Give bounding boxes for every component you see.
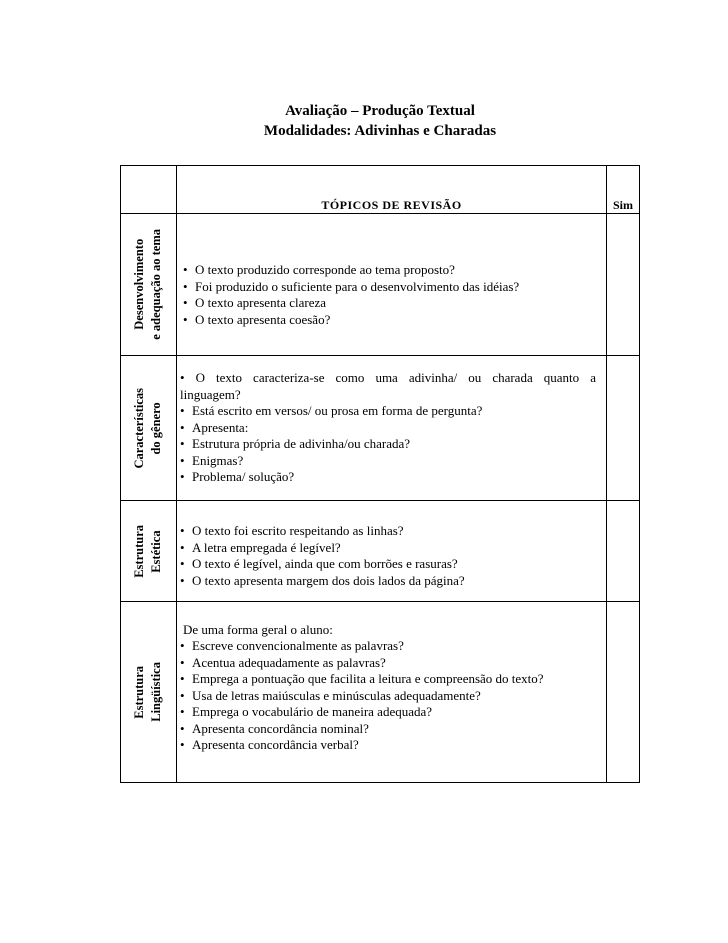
table-row-divider [120, 500, 640, 501]
section-label-line: Lingüística [149, 662, 163, 722]
list-item: • Foi produzido o suficiente para o desenvolvimento das idéias? [183, 279, 519, 296]
justified-word: charada [492, 370, 533, 385]
list-item: • Apresenta: [180, 420, 482, 437]
list-item: • Acentua adequadamente as palavras? [180, 655, 544, 672]
list-item: • O texto apresenta clareza [183, 295, 519, 312]
justified-word: texto [216, 370, 243, 385]
lead-continuation: linguagem? [180, 386, 241, 402]
list-item: • Estrutura própria de adivinha/ou charada? [180, 436, 482, 453]
checklist-linguistica [180, 638, 544, 754]
section-label-line: Desenvolvimento [132, 239, 146, 330]
checklist-caracteristicas [180, 403, 482, 486]
section-label-line: e adequação ao tema [149, 229, 163, 340]
justified-word: quanto [543, 370, 580, 385]
section-label-line: do gênero [149, 401, 163, 455]
list-item: • A letra empregada é legível? [180, 540, 465, 557]
section-label-line: Estrutura [132, 524, 146, 578]
section-label-caracteristicas [120, 356, 176, 500]
list-item: • O texto apresenta coesão? [183, 312, 519, 329]
section-label-estetica [120, 501, 176, 601]
table-border-top [120, 165, 640, 166]
section-label-line: Características [132, 387, 146, 469]
section-label-desenvolvimento [120, 214, 176, 355]
evaluation-table [120, 165, 640, 783]
list-item: • Problema/ solução? [180, 469, 482, 486]
table-row-divider [120, 601, 640, 602]
checklist-desenvolvimento [183, 262, 519, 328]
list-item: • O texto é legível, ainda que com borrões e rasuras? [180, 556, 465, 573]
list-item: • O texto apresenta margem dos dois lados da página? [180, 573, 465, 590]
page-title: Avaliação – Produção Textual [285, 103, 475, 119]
page-subtitle: Modalidades: Adivinhas e Charadas [263, 123, 497, 139]
justified-word: como [335, 370, 365, 385]
section-label-line: Estrutura [132, 665, 146, 719]
justified-word: O [195, 370, 205, 385]
table-col-divider [606, 165, 607, 783]
table-row-divider [120, 355, 640, 356]
checklist-estetica [180, 523, 465, 589]
list-item: • Está escrito em versos/ ou prosa em forma de pergunta? [180, 403, 482, 420]
list-item: • Emprega a pontuação que facilita a leitura e compreensão do texto? [180, 671, 544, 688]
list-item: • O texto foi escrito respeitando as linhas? [180, 523, 465, 540]
list-item: • O texto produzido corresponde ao tema proposto? [183, 262, 519, 279]
justified-word: a [590, 370, 596, 385]
justified-word: ou [468, 370, 482, 385]
bullet-glyph: • [180, 370, 185, 385]
justified-word: uma [375, 370, 398, 385]
table-border-right [639, 165, 640, 783]
table-border-bottom [120, 782, 640, 783]
list-item: • Apresenta concordância verbal? [180, 737, 544, 754]
table-row-divider [120, 213, 640, 214]
list-item: • Escreve convencionalmente as palavras? [180, 638, 544, 655]
table-col-divider [176, 165, 177, 783]
list-item: • Apresenta concordância nominal? [180, 721, 544, 738]
list-item: • Emprega o vocabulário de maneira adequada? [180, 704, 544, 721]
section-label-line: Estética [149, 529, 163, 573]
list-item: • Enigmas? [180, 453, 482, 470]
checklist-linguistica-intro: De uma forma geral o aluno: [183, 622, 333, 637]
checklist-caracteristicas-lead [180, 370, 606, 403]
section-label-linguistica [120, 602, 176, 782]
justified-word: caracteriza-se [253, 370, 325, 385]
justified-word: adivinha/ [408, 370, 458, 385]
list-item: • Usa de letras maiúsculas e minúsculas adequadamente? [180, 688, 544, 705]
column-header-yes: Sim [612, 198, 633, 212]
column-header-topics: TÓPICOS DE REVISÃO [321, 198, 462, 212]
